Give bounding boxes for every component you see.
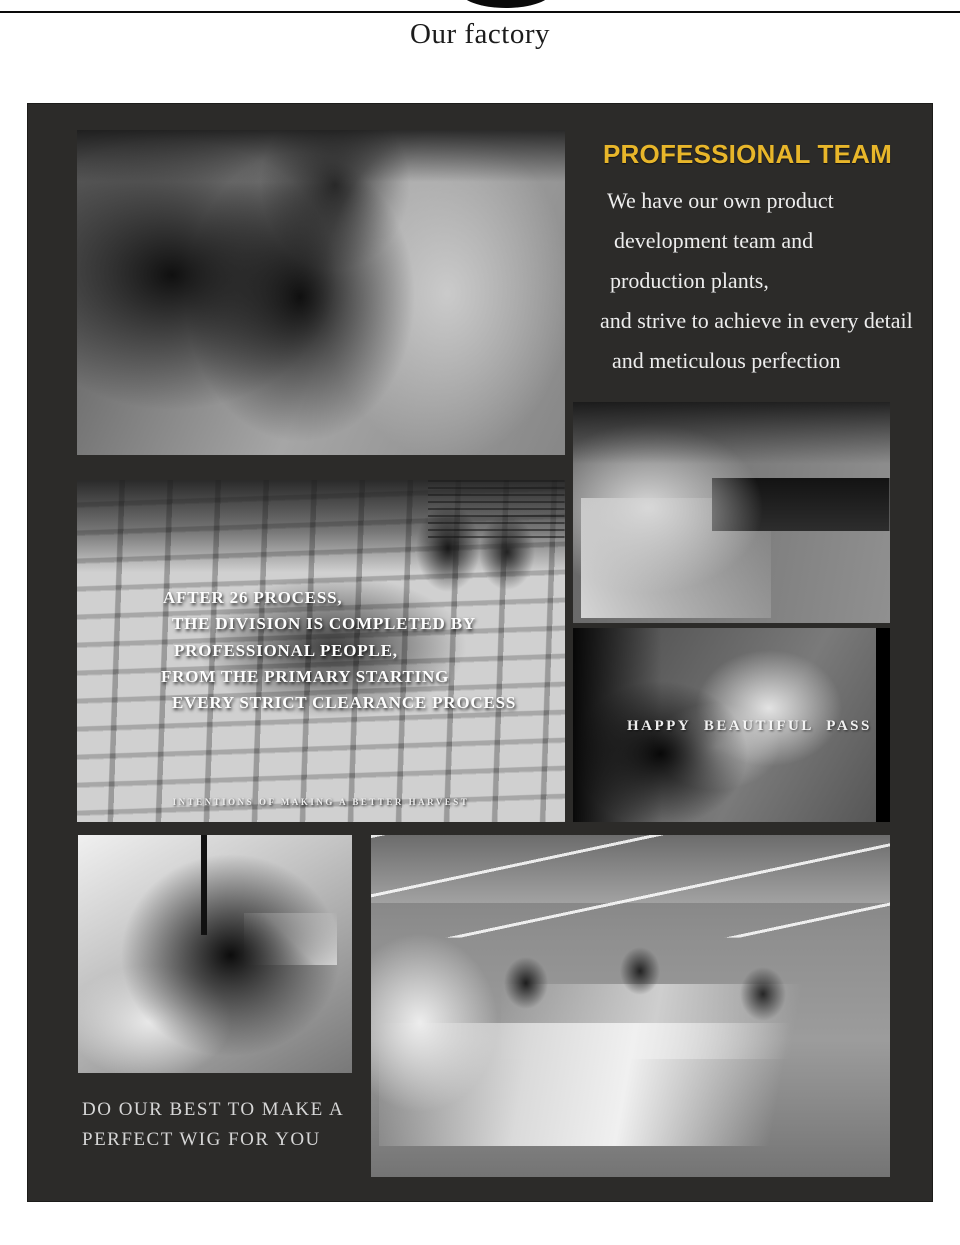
process-overlay-line-5: EVERY STRICT CLEARANCE PROCESS (172, 693, 517, 712)
team-text-line-3: production plants, (610, 268, 769, 293)
harvest-caption: INTENTIONS OF MAKING A BETTER HARVEST (172, 797, 470, 807)
photo-hair-weft-machine (573, 402, 890, 623)
photo-hand-finishing (78, 835, 352, 1073)
perfect-wig-caption-line-1: DO OUR BEST TO MAKE A (82, 1099, 345, 1120)
perfect-wig-caption (82, 1095, 344, 1155)
photo-factory-floor (371, 835, 890, 1177)
factory-collage-panel (27, 103, 933, 1202)
process-overlay-line-1: AFTER 26 PROCESS, (163, 588, 343, 607)
team-text-line-1: We have our own product (607, 188, 834, 213)
process-overlay-line-4: FROM THE PRIMARY STARTING (161, 667, 450, 686)
team-text-line-2: development team and (614, 228, 814, 253)
perfect-wig-caption-line-2: PERFECT WIG FOR YOU (82, 1129, 321, 1150)
professional-team-heading: PROFESSIONAL TEAM (603, 139, 892, 169)
section-title: Our factory (410, 18, 550, 50)
team-text-line-5: and meticulous perfection (612, 348, 841, 373)
happy-beautiful-pass-overlay: HAPPY BEAUTIFUL PASS (627, 718, 872, 734)
process-overlay-line-3: PROFESSIONAL PEOPLE, (174, 641, 398, 660)
brand-logo-partial-circle (460, 0, 552, 8)
process-overlay-line-2: THE DIVISION IS COMPLETED BY (172, 614, 476, 633)
top-divider-line (0, 11, 960, 13)
photo-wig-sewing-closeup (77, 130, 565, 455)
team-text-line-4: and strive to achieve in every detail (600, 308, 913, 333)
